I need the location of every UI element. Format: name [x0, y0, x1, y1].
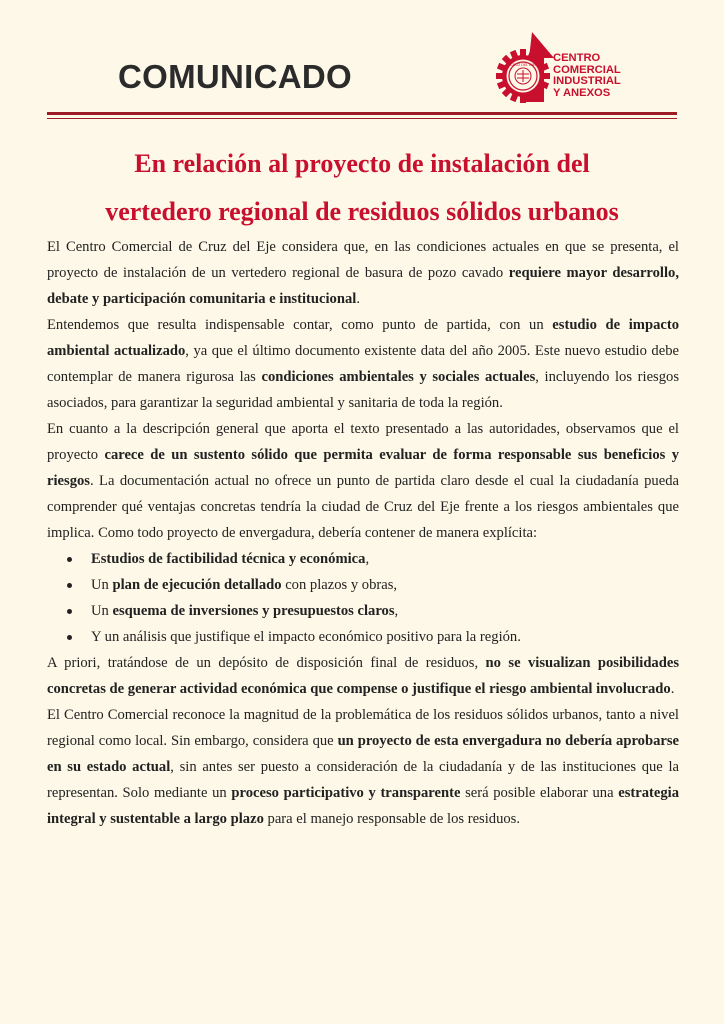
logo-text: [553, 53, 621, 99]
text-run: Y un análisis que justifique el impacto económico positivo para la región.: [91, 629, 521, 645]
logo-line: Y ANEXOS: [553, 86, 611, 99]
logo-line: CENTRO: [553, 52, 601, 64]
text-run: .: [356, 291, 360, 307]
emphasis-text: plan de ejecución detallado: [112, 577, 282, 593]
text-run: Un: [91, 577, 113, 593]
paragraph: [47, 312, 679, 416]
list-item: [47, 598, 679, 624]
text-run: A priori, tratándose de un depósito de disposición final de residuos,: [47, 655, 486, 671]
text-run: para el manejo responsable de los residuos.: [263, 811, 520, 827]
logo-seal-text: CRUZ DEL EJE: [510, 63, 536, 67]
document-heading: [40, 140, 684, 236]
paragraph: [47, 234, 679, 312]
paragraph: [47, 702, 679, 832]
logo-line: INDUSTRIAL: [553, 75, 621, 87]
text-run: , incluyendo los riesgos asociados, para garantizar la seguridad ambiental y sanitaria de toda la región.: [47, 369, 679, 411]
text-run: .: [670, 681, 675, 697]
document-body: [47, 234, 679, 832]
emphasis-text: condiciones ambientales y sociales actuales: [261, 369, 536, 385]
emphasis-text: esquema de inversiones y presupuestos claros: [112, 603, 395, 619]
paragraph: [47, 650, 679, 702]
paragraphs-after-list: [47, 650, 679, 832]
list-item: [47, 546, 679, 572]
emphasis-text: no se visualizan posibilidades concretas de generar actividad económica que compense o justifique el riesgo ambiental involucrado: [47, 655, 680, 697]
header-divider-thick: [47, 112, 677, 115]
logo-line: COMERCIAL: [553, 63, 621, 76]
text-run: con plazos y obras,: [281, 577, 398, 593]
gear-logo-icon: [494, 28, 556, 108]
header: [0, 0, 724, 125]
text-run: ,: [365, 551, 370, 567]
emphasis-text: carece de un sustento sólido que permita evaluar de forma responsable sus beneficios y riesgos: [47, 447, 679, 489]
text-run: , sin antes ser puesto a consideración de la ciudadanía y de las instituciones que la representan. Solo mediante un: [47, 759, 680, 801]
emphasis-text: un proyecto de esta envergadura no debería aprobarse en su estado actual: [47, 733, 679, 775]
emphasis-text: proceso participativo y transparente: [231, 785, 461, 801]
heading-line: vertedero regional de residuos sólidos urbanos: [105, 197, 619, 226]
paragraphs-before-list: [47, 234, 679, 546]
heading-line: En relación al proyecto de instalación del: [134, 149, 590, 178]
list-item: [47, 624, 679, 650]
text-run: En cuanto a la descripción general que aporta el texto presentado a las autoridades, observamos que el proyecto: [47, 421, 679, 463]
header-divider-thin: [47, 118, 677, 119]
text-run: Entendemos que resulta indispensable contar, como punto de partida, con un: [47, 317, 553, 333]
emphasis-text: Estudios de factibilidad técnica y económica: [91, 551, 366, 567]
text-run: será posible elaborar una: [460, 785, 619, 801]
paragraph: [47, 416, 679, 546]
text-run: Un: [91, 603, 113, 619]
text-run: El Centro Comercial reconoce la magnitud de la problemática de los residuos sólidos urbanos, tanto a nivel regional como local. Sin embargo, considera que: [47, 707, 679, 749]
list-item: [47, 572, 679, 598]
emphasis-text: requiere mayor desarrollo, debate y participación comunitaria e institucional: [47, 265, 679, 307]
emphasis-text: estrategia integral y sustentable a largo plazo: [47, 785, 680, 827]
text-run: ,: [394, 603, 399, 619]
page-title: COMUNICADO: [118, 58, 352, 95]
text-run: El Centro Comercial de Cruz del Eje considera que, en las condiciones actuales en que se presenta, el proyecto de instalación de un vertedero regional de basura de pozo cavado: [47, 239, 679, 281]
emphasis-text: estudio de impacto ambiental actualizado: [47, 317, 680, 359]
text-run: , ya que el último documento existente data del año 2005. Este nuevo estudio debe contemplar de manera rigurosa las: [47, 343, 679, 385]
text-run: . La documentación actual no ofrece un punto de partida claro desde el cual la ciudadanía pueda comprender qué ventajas concretas tendría la ciudad de Cruz del Eje frente a los riesgos ambientales que implica. Como todo proyecto de envergadura, debería contener de manera explícita:: [47, 473, 679, 541]
logo: [494, 28, 644, 108]
requirements-list: [47, 546, 679, 650]
